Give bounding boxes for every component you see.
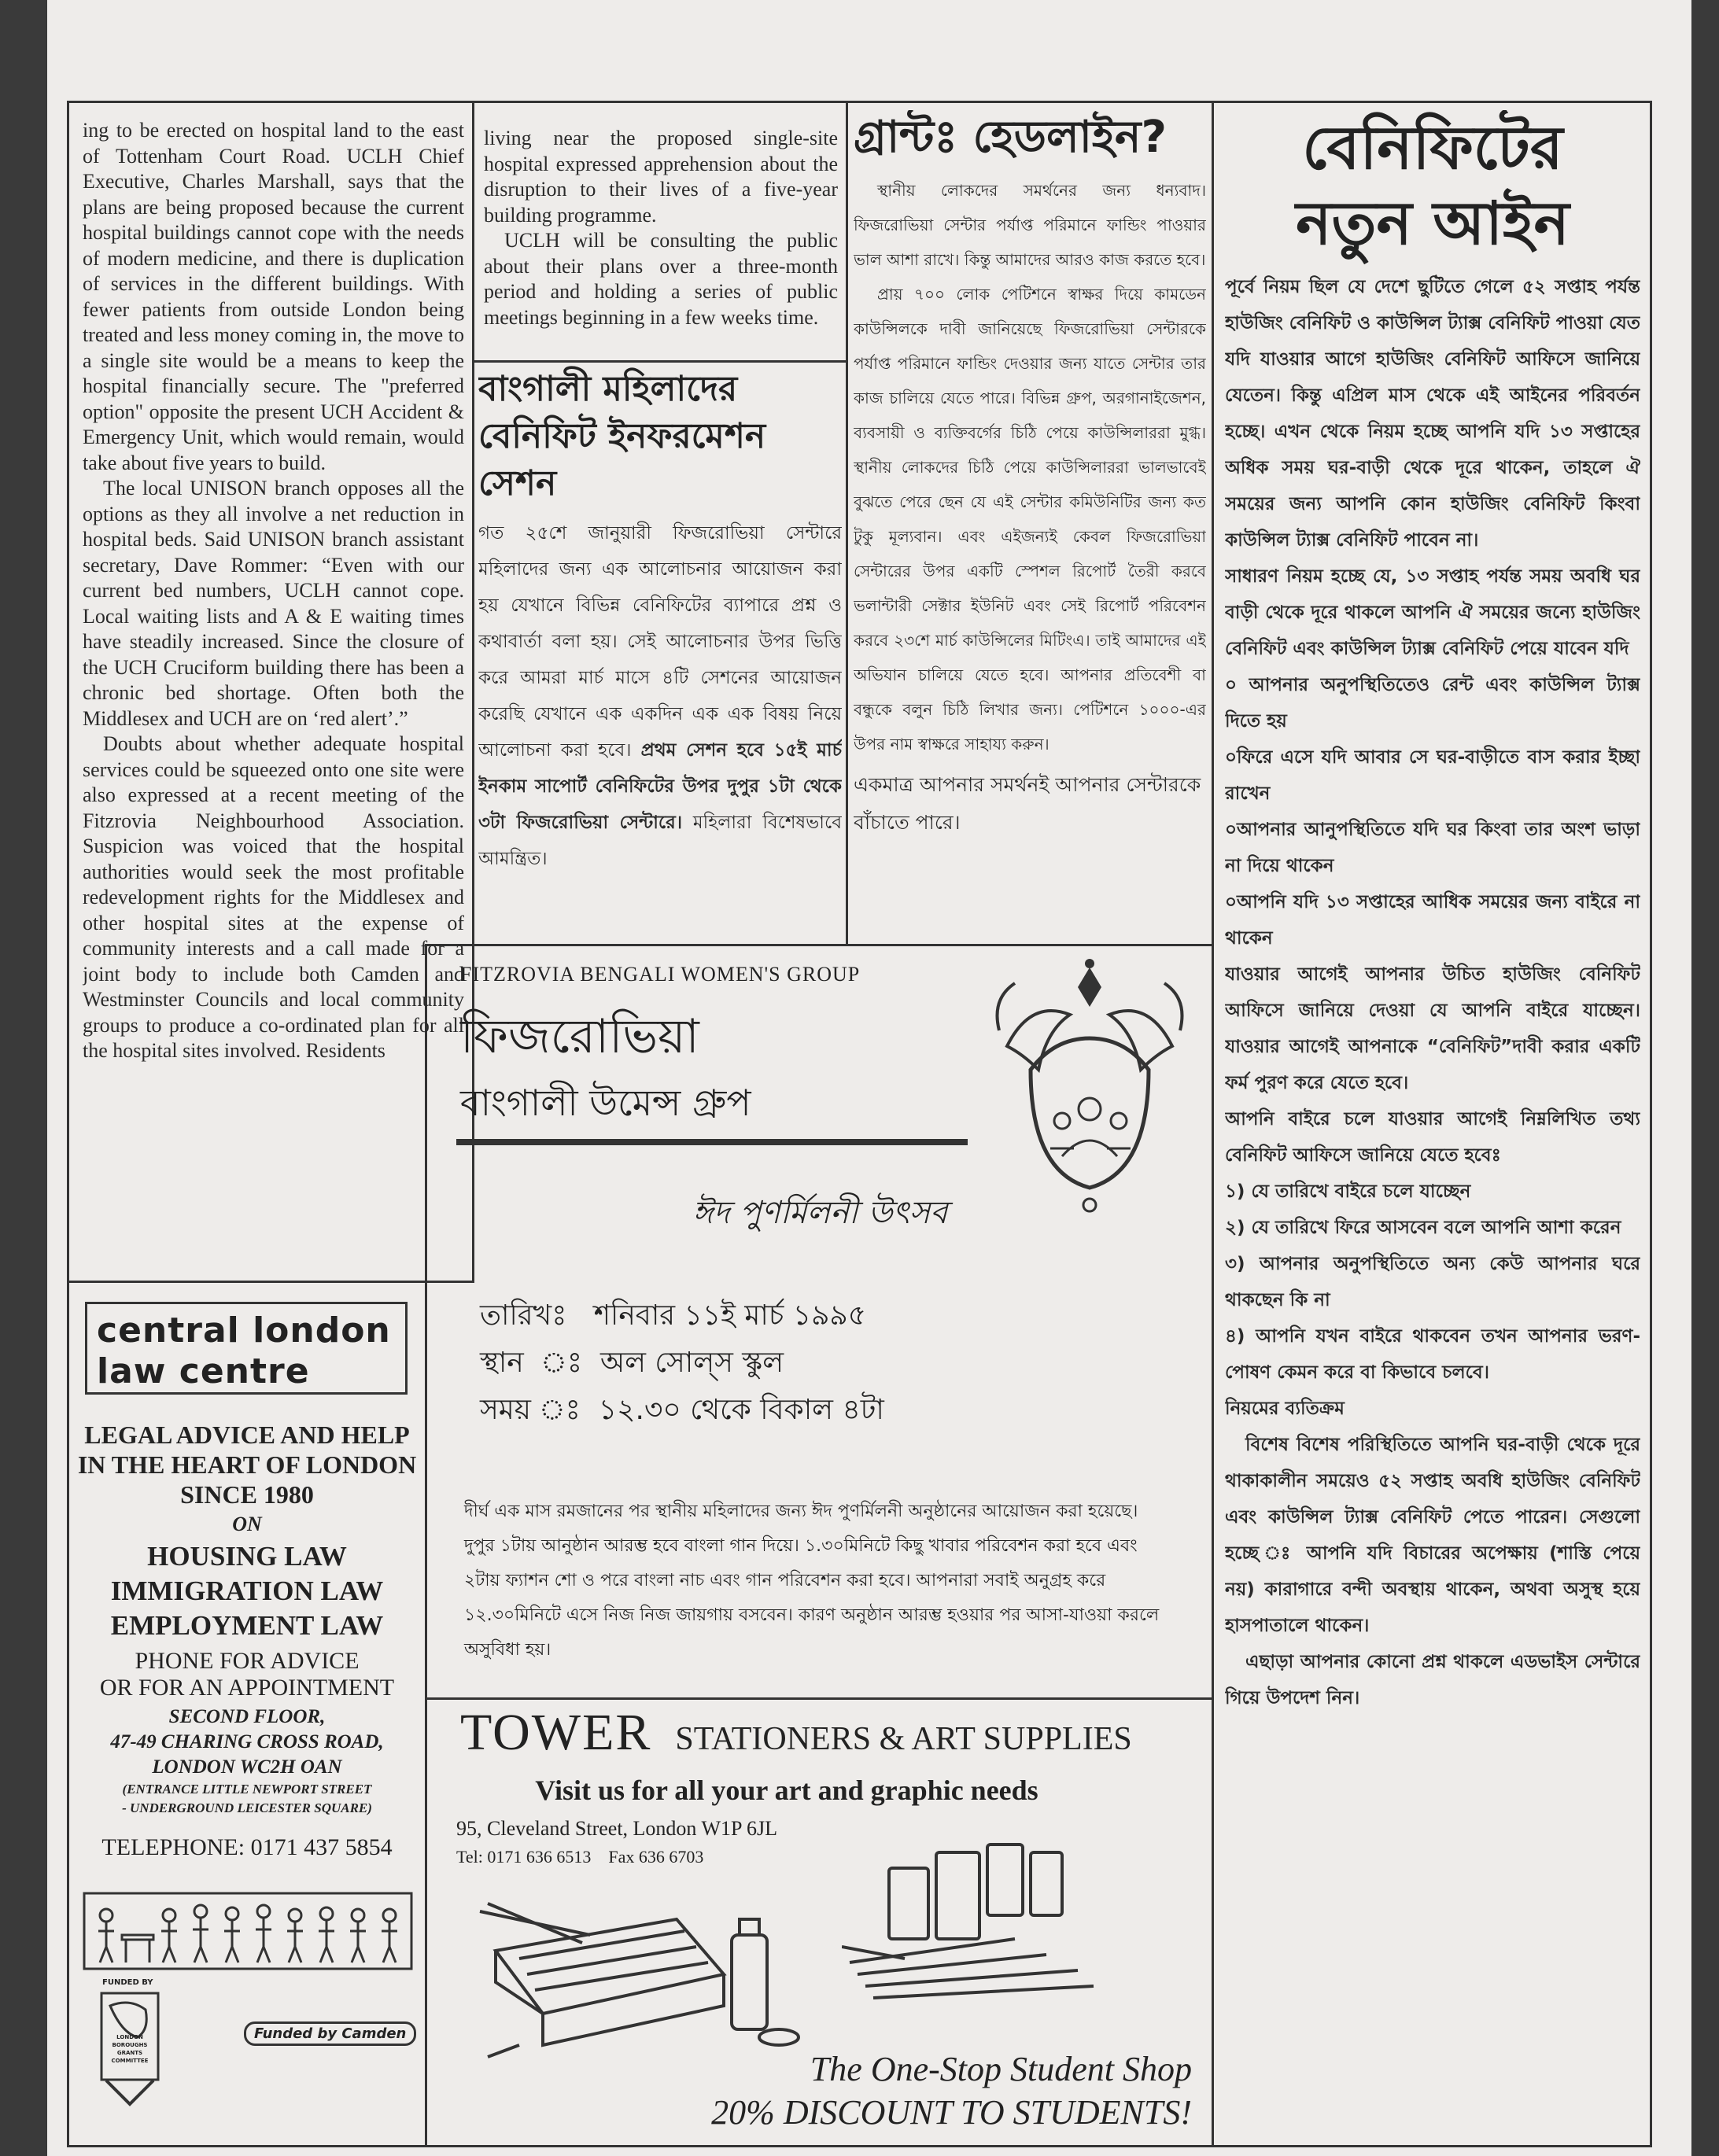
law-h1: LEGAL ADVICE AND HELP: [84, 1421, 410, 1449]
grant-p2: প্রায় ৭০০ লোক পেটিশনে স্বাক্ষর দিয়ে কামডেন কাউন্সিলকে দাবী জানিয়েছে ফিজরোভিয়া সেন্টারকে পর্যাপ্ত পরিমানে ফান্ডিং দেওয়ার জন্য যাতে সেন্টার তার কাজ চালিয়ে যেতে পারে। বিভিন্ন গ্রুপ, অরগানাইজেশন, ব্যবসায়ী ও ব্যক্তিবর্গের চিঠি পেয়ে কাউন্সিলাররা মুগ্ধ। স্থানীয় লোকদের চিঠি পেয়ে কাউন্সিলাররা ভালভাবেই বুঝতে পেরে ছেন যে এই সেন্টার কমিউনিটির জন্য কত টুকু মূল্যবান। এবং এইজন্যই কেবল ফিজরোভিয়া সেন্টারের উপর একটি স্পেশল রিপোর্ট তৈরী করবে ভলান্টারী সেক্টার ইউনিট এবং সেই রিপোর্ট পরিবেশন করবে ২৩শে মার্চ কাউন্সিলের মিটিংএ। তাই আমাদের এই অভিযান চালিয়ে যেতে হবে। আপনার প্রতিবেশী বা বন্ধুকে বলুন চিঠি লিখার জন্য। পেটিশনে ১০০০-এর উপর নাম স্বাক্ষরে সাহায্য করুন।: [854, 285, 1206, 754]
law-address-3: LONDON WC2H OAN: [152, 1756, 342, 1778]
law-contact: [71, 1648, 423, 1863]
law-phone-1: PHONE FOR ADVICE: [135, 1648, 360, 1674]
benefit-bullet: ০আপনি যদি ১৩ সপ্তাহের আধিক সময়ের জন্য বাইরে না থাকেন: [1225, 892, 1640, 949]
session-invite: মহিলারা বিশেষভাবে আমন্ত্রিত।: [478, 813, 842, 869]
benefit-new-law-article: [1225, 110, 1640, 2139]
session-body-text: গত ২৫শে জানুয়ারী ফিজরোভিয়া সেন্টারে মহিলাদের জন্য এক আলোচনার আয়োজন করা হয় যেখানে বিভিন্ন বেনিফিটের ব্যাপারে প্রশ্ন ও কথাবার্তা বলা হয়। সেই আলোচনার উপর ভিত্তি করে আমরা মার্চ মাসে ৪টি সেশনের আয়োজন করেছি যেখানে এক একদিন এক এক বিষয় নিয়ে আলোচনা করা হবে।: [478, 523, 842, 761]
divider-fbwg-top: [425, 944, 1214, 946]
benefit-p3: যাওয়ার আগেই আপনার উচিত হাউজিং বেনিফিট আফিসে জানিয়ে দেওয়া যে আপনি বাইরে যাচ্ছেন। যাওয়ার আগেই আপনাকে “বেনিফিট”দাবী করার একটি ফর্ম পুরণ করে যেতে হবে।: [1225, 964, 1640, 1093]
law-logo-line2: law centre: [97, 1351, 310, 1391]
newspaper-page: [47, 0, 1691, 2156]
benefit-exception: বিশেষ বিশেষ পরিস্থিতিতে আপনি ঘর-বাড়ী থেকে দূরে থাকাকালীন সময়েও ৫২ সপ্তাহ অবধি হাউজিং বেনিফিট এবং কাউন্সিল ট্যাক্স বেনিফিট পেতে পারেন। সেগুলো হচ্ছে ঃ আপনি যদি বিচারের অপেক্ষায় (শাস্তি পেয়ে নয়) কারাগারে বন্দী অবস্থায় থাকেন, অথবা অসুস্থ হয়ে হাসপাতালে থাকেন।: [1225, 1435, 1640, 1636]
benefit-list-item: ৪) আপনি যখন বাইরে থাকবেন তখন আপনার ভরণ-পোষণ কেমন করে বা কিভাবে চলবে।: [1225, 1326, 1640, 1383]
law-headline: [71, 1420, 423, 1643]
fbwg-event-place: স্থান ঃ অল সোল্‌স স্কুল: [480, 1347, 784, 1379]
tower-address: 95, Cleveland Street, London W1P 6JL: [456, 1817, 778, 1840]
article-text: ing to be erected on hospital land to the east of Tottenham Court Road. UCLH Chief Executive, Charles Marshall, says that the plans are being proposed because the current hospital buildings cannot cope with the needs of modern medicine, and there is duplication of services in the different buildings. With fewer patients from outside London being treated and less money coming in, the move to a single site would be a means to keep the hospital financially secure. The "preferred option" opposite the present UCH Accident & Emergency Unit, which would remain, would take about five years to build.: [83, 119, 464, 474]
benefit-bullet: ০আপনার আনুপস্থিতিতে যদি ঘর কিংবা তার অংশ ভাড়া না দিয়ে থাকেন: [1225, 820, 1640, 876]
grant-title: গ্রান্টঃ হেডলাইন?: [854, 112, 1167, 163]
law-address-1: SECOND FLOOR,: [168, 1706, 326, 1727]
benefit-tail: এছাড়া আপনার কোনো প্রশ্ন থাকলে এডভাইস সেন্টারে গিয়ে উপদেশ নিন।: [1225, 1652, 1640, 1708]
grant-p3: একমাত্র আপনার সমর্থনই আপনার সেন্টারকে বাঁচাতে পারে।: [854, 773, 1201, 834]
law-funded-by: FUNDED BY: [102, 1978, 153, 1987]
fbwg-event-body: দীর্ঘ এক মাস রমজানের পর স্থানীয় মহিলাদের জন্য ঈদ পুণর্মিলনী অনুষ্ঠানের আয়োজন করা হয়েছে। দুপুর ১টায় আনুষ্ঠান আরম্ভ হবে বাংলা গান দিয়ে। ১.৩০মিনিটে কিছু খাবার পরিবেশন করা হবে এবং ২টায় ফ্যাশন শো ও পরে বাংলা নাচ এবং গান পরিবেশন করা হবে। আপনারা সবাই অনুগ্রহ করে ১২.৩০মিনিটে এসে নিজ নিজ জায়গায় বসবেন। কারণ অনুষ্ঠান আরম্ভ হওয়ার পর আসা-যাওয়া করলে অসুবিধা হয়।: [464, 1502, 1160, 1660]
law-area: HOUSING LAW: [147, 1541, 347, 1572]
fbwg-bengali-name-2: বাংগালী উমেন্স গ্রুপ: [460, 1082, 751, 1124]
law-centre-logo: [85, 1302, 408, 1395]
benefit-bullet: ০ফিরে এসে যদি আবার সে ঘর-বাড়ীতে বাস করার ইচ্ছা রাখেন: [1225, 747, 1640, 804]
tower-name: TOWER: [460, 1704, 652, 1761]
fbwg-emblem-illustration: [983, 952, 1196, 1219]
benefit-p4: আপনি বাইরে চলে যাওয়ার আগেই নিম্নলিখিত তথ্য বেনিফিট আফিসে জানিয়ে যেতে হবেঃ: [1225, 1109, 1640, 1166]
law-phone-2: OR FOR AN APPOINTMENT: [99, 1675, 395, 1701]
divider-tower-top: [425, 1697, 1214, 1700]
camden-funding-logo: Funded by Camden: [244, 2021, 416, 2046]
benefit-list-item: ৩) আপনার অনুপস্থিতিতে অন্য কেউ আপনার ঘরে থাকছেন কি না: [1225, 1254, 1640, 1310]
law-address-5: - UNDERGROUND LEICESTER SQUARE): [122, 1800, 372, 1815]
divider-bengali-box-top: [472, 360, 848, 363]
law-area: IMMIGRATION LAW: [110, 1576, 384, 1606]
benefit-p1: পূর্বে নিয়ম ছিল যে দেশে ছুটিতে গেলে ৫২ সপ্তাহ পর্যন্ত হাউজিং বেনিফিট ও কাউন্সিল ট্যাক্স বেনিফিট পাওয়া যেত যদি যাওয়ার আগে হাউজিং বেনিফিট আফিসে জানিয়ে যেতেন। কিন্তু এপ্রিল মাস থেকে এই আইনের পরিবর্তন হচ্ছে। এখন থেকে নিয়ম হচ্ছে আপনি যদি ১৩ সপ্তাহের অধিক সময় ঘর-বাড়ী থেকে দূরে থাকেন, তাহলে ঐ সময়ের জন্য আপনি কোন হাউজিং বেনিফিট কিংবা কাউন্সিল ট্যাক্স বেনিফিট পাবেন না।: [1225, 277, 1640, 551]
lbgc-logo-text: LONDON BOROUGHS GRANTS COMMITTEE: [111, 2034, 149, 2064]
article-hospital-col1: [83, 118, 464, 1278]
benefit-bullet: ০ আপনার অনুপস্থিতিতেও রেন্ট এবং কাউন্সিল ট্যাক্স দিতে হয়: [1225, 675, 1640, 732]
tower-student-discount: 20% DISCOUNT TO STUDENTS!: [711, 2093, 1192, 2132]
law-telephone: TELEPHONE: 0171 437 5854: [101, 1834, 393, 1860]
benefit-body: [1225, 269, 1640, 1716]
grant-headline-article: [854, 110, 1206, 944]
law-area: EMPLOYMENT LAW: [110, 1610, 384, 1641]
benefit-list-item: ১) যে তারিখে বাইরে চলে যাচ্ছেন: [1225, 1181, 1471, 1202]
fbwg-event-ad: [433, 952, 1208, 1695]
benefit-exception-title: নিয়মের ব্যতিক্রম: [1225, 1399, 1345, 1419]
tower-subtitle: STATIONERS & ART SUPPLIES: [675, 1721, 1132, 1757]
benefit-title-line1: বেনিফিটের: [1302, 112, 1563, 182]
benefit-p2: সাধারণ নিয়ম হচ্ছে যে, ১৩ সপ্তাহ পর্যন্ত সময় অবধি ঘর বাড়ী থেকে দূরে থাকলে আপনি ঐ সময়ের জন্যে হাউজিং বেনিফিট এবং কাউন্সিল ট্যাক্স বেনিফিট পেয়ে যাবেন যদি: [1225, 566, 1640, 659]
column-divider-3: [1212, 101, 1214, 2147]
article-text: living near the proposed single-site hospital expressed apprehension about the disruption to their lives of a five-year building programme.: [484, 127, 838, 227]
bengali-women-benefit-session: [478, 366, 842, 940]
fbwg-event-title: ঈদ পুণর্মিলনী উৎসব: [692, 1195, 948, 1231]
article-hospital-col2: [484, 126, 838, 358]
session-body: [478, 515, 842, 877]
fbwg-english-name: FITZROVIA BENGALI WOMEN'S GROUP: [460, 963, 861, 986]
law-address-2: 47-49 CHARING CROSS ROAD,: [110, 1731, 384, 1752]
tower-visit: Visit us for all your art and graphic needs: [535, 1775, 1038, 1806]
article-text: UCLH will be consulting the public about their plans over a three-month period and holding a series of public meetings beginning in a few weeks time.: [484, 229, 838, 329]
law-on: ON: [232, 1513, 262, 1535]
art-toolbox-illustration: [472, 1888, 802, 2069]
law-address-4: (ENTRANCE LITTLE NEWPORT STREET: [122, 1782, 372, 1797]
law-h2: IN THE HEART OF LONDON: [77, 1450, 417, 1479]
benefit-list-item: ২) যে তারিখে ফিরে আসবেন বলে আপনি আশা করেন: [1225, 1218, 1621, 1238]
tower-slogan: The One-Stop Student Shop: [810, 2050, 1192, 2088]
tower-stationers-ad: [433, 1703, 1208, 2143]
fbwg-event-time: সময় ঃ ১২.৩০ থেকে বিকাল ৪টা: [480, 1394, 884, 1426]
tower-telephone: Tel: 0171 636 6513 Fax 636 6703: [456, 1847, 704, 1867]
tower-heading: [460, 1703, 1132, 1763]
fbwg-bengali-name-1: ফিজরোভিয়া: [460, 1009, 699, 1064]
grant-body: [854, 173, 1206, 761]
article-text: Doubts about whether adequate hospital services could be squeezed onto one site were also expressed at a recent meeting of the Fitzrovia Neighbourhood Association. Suspicion was voiced that the hospital authorities would seek the most profitable redevelopment rights for the Middlesex and other hospital sites at the expense of community interests and a call made for a joint body to include both Camden and Westminster Councils and local community groups to produce a co-ordinated plan for all the hospital sites involved. Residents: [83, 732, 464, 1062]
article-text: The local UNISON branch opposes all the options as they all involve a net reduction in hospital beds. Said UNISON branch assistant secretary, Dave Rommer: “Even with our current bed numbers, UCLH cannot cope. Local waiting lists and A & E waiting times have steadily increased. Since the closure of the UCH Cruciform building there has been a chronic bed shortage. Often both the Middlesex and UCH are on ‘red alert’.”: [83, 477, 464, 730]
fbwg-event-date: তারিখঃ শনিবার ১১ই মার্চ ১৯৯৫: [480, 1299, 867, 1332]
law-centre-people-illustration: [83, 1892, 413, 1970]
grant-p1: স্থানীয় লোকদের সমর্থনের জন্য ধন্যবাদ। ফিজরোভিয়া সেন্টার পর্যাপ্ত পরিমানে ফান্ডিং পাওয়ার ভাল আশা রাখে। কিন্তু আমাদের আরও কাজ করতে হবে।: [854, 181, 1206, 269]
divider-law-top: [67, 1281, 474, 1283]
law-centre-ad: [71, 1286, 423, 2143]
session-first-date: প্রথম সেশন হবে ১৫ই মার্চ ইনকাম সাপোর্ট বেনিফিটের উপর দুপুর ১টা থেকে ৩টা ফিজরোভিয়া সেন্টারে।: [478, 740, 842, 833]
paint-supplies-illustration: [842, 1837, 1101, 2010]
session-title: বাংগালী মহিলাদের বেনিফিট ইনফরমেশন সেশন: [478, 369, 766, 503]
law-h3: SINCE 1980: [180, 1480, 314, 1509]
fbwg-title-underline: [456, 1139, 968, 1145]
column-divider-2: [846, 101, 848, 946]
benefit-title-line2: নতুন আইন: [1296, 188, 1570, 258]
law-logo-line1: central london: [97, 1310, 391, 1351]
